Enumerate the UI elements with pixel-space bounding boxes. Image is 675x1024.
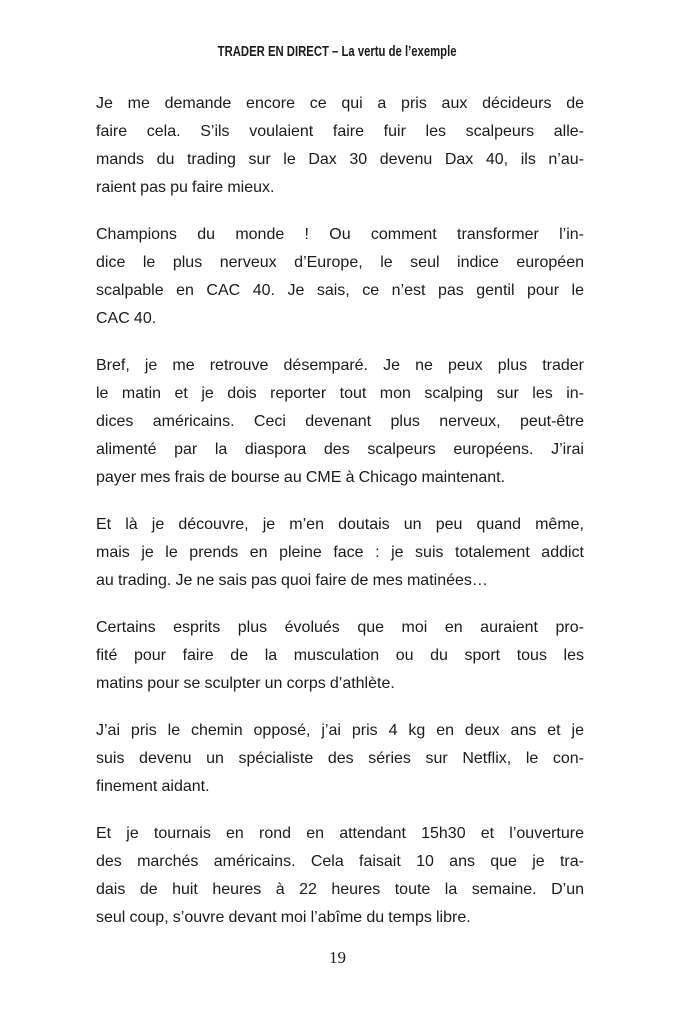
text-line: suis devenu un spécialiste des séries sur Netflix, le con- (96, 750, 584, 767)
text-line: payer mes frais de bourse au CME à Chicago maintenant. (96, 469, 506, 486)
text-line: J’ai pris le chemin opposé, j’ai pris 4 kg en deux ans et je (96, 722, 584, 739)
text-line: des marchés américains. Cela faisait 10 ans que je tra- (96, 853, 584, 870)
paragraph (96, 717, 584, 801)
text-line: finement aidant. (96, 778, 210, 795)
text-line: matins pour se sculpter un corps d’athlète. (96, 675, 395, 692)
text-line: fité pour faire de la musculation ou du sport tous les (96, 647, 584, 664)
text-line: faire cela. S’ils voulaient faire fuir les scalpeurs alle- (96, 123, 584, 140)
body-text (96, 90, 584, 932)
text-line: dice le plus nerveux d’Europe, le seul indice européen (96, 254, 584, 271)
text-line: CAC 40. (96, 310, 157, 327)
text-line: alimenté par la diaspora des scalpeurs européens. J’irai (96, 441, 584, 458)
text-line: dices américains. Ceci devenant plus nerveux, peut-être (96, 413, 584, 430)
text-line: Et là je découvre, je m’en doutais un peu quand même, (96, 516, 584, 533)
paragraph (96, 90, 584, 202)
text-line: dais de huit heures à 22 heures toute la semaine. D’un (96, 881, 584, 898)
text-line: mais je le prends en pleine face : je suis totalement addict (96, 544, 584, 561)
text-line: raient pas pu faire mieux. (96, 179, 275, 196)
text-line: seul coup, s’ouvre devant moi l’abîme du temps libre. (96, 909, 471, 926)
text-line: Bref, je me retrouve désemparé. Je ne peux plus trader (96, 357, 584, 374)
paragraph (96, 352, 584, 492)
running-header-text: TRADER EN DIRECT – La vertu de l’exemple (218, 44, 457, 60)
text-line: Certains esprits plus évolués que moi en auraient pro- (96, 619, 584, 636)
paragraph (96, 511, 584, 595)
page-number: 19 (329, 948, 346, 967)
text-line: Champions du monde ! Ou comment transformer l’in- (96, 226, 584, 243)
paragraph (96, 820, 584, 932)
text-line: mands du trading sur le Dax 30 devenu Dax 40, ils n’au- (96, 151, 584, 168)
text-line: Et je tournais en rond en attendant 15h30 et l’ouverture (96, 825, 584, 842)
text-line: le matin et je dois reporter tout mon scalping sur les in- (96, 385, 584, 402)
text-line: au trading. Je ne sais pas quoi faire de mes matinées… (96, 572, 488, 589)
text-line: Je me demande encore ce qui a pris aux décideurs de (96, 95, 584, 112)
running-header (0, 44, 675, 60)
paragraph (96, 221, 584, 333)
text-line: scalpable en CAC 40. Je sais, ce n’est pas gentil pour le (96, 282, 584, 299)
paragraph (96, 614, 584, 698)
